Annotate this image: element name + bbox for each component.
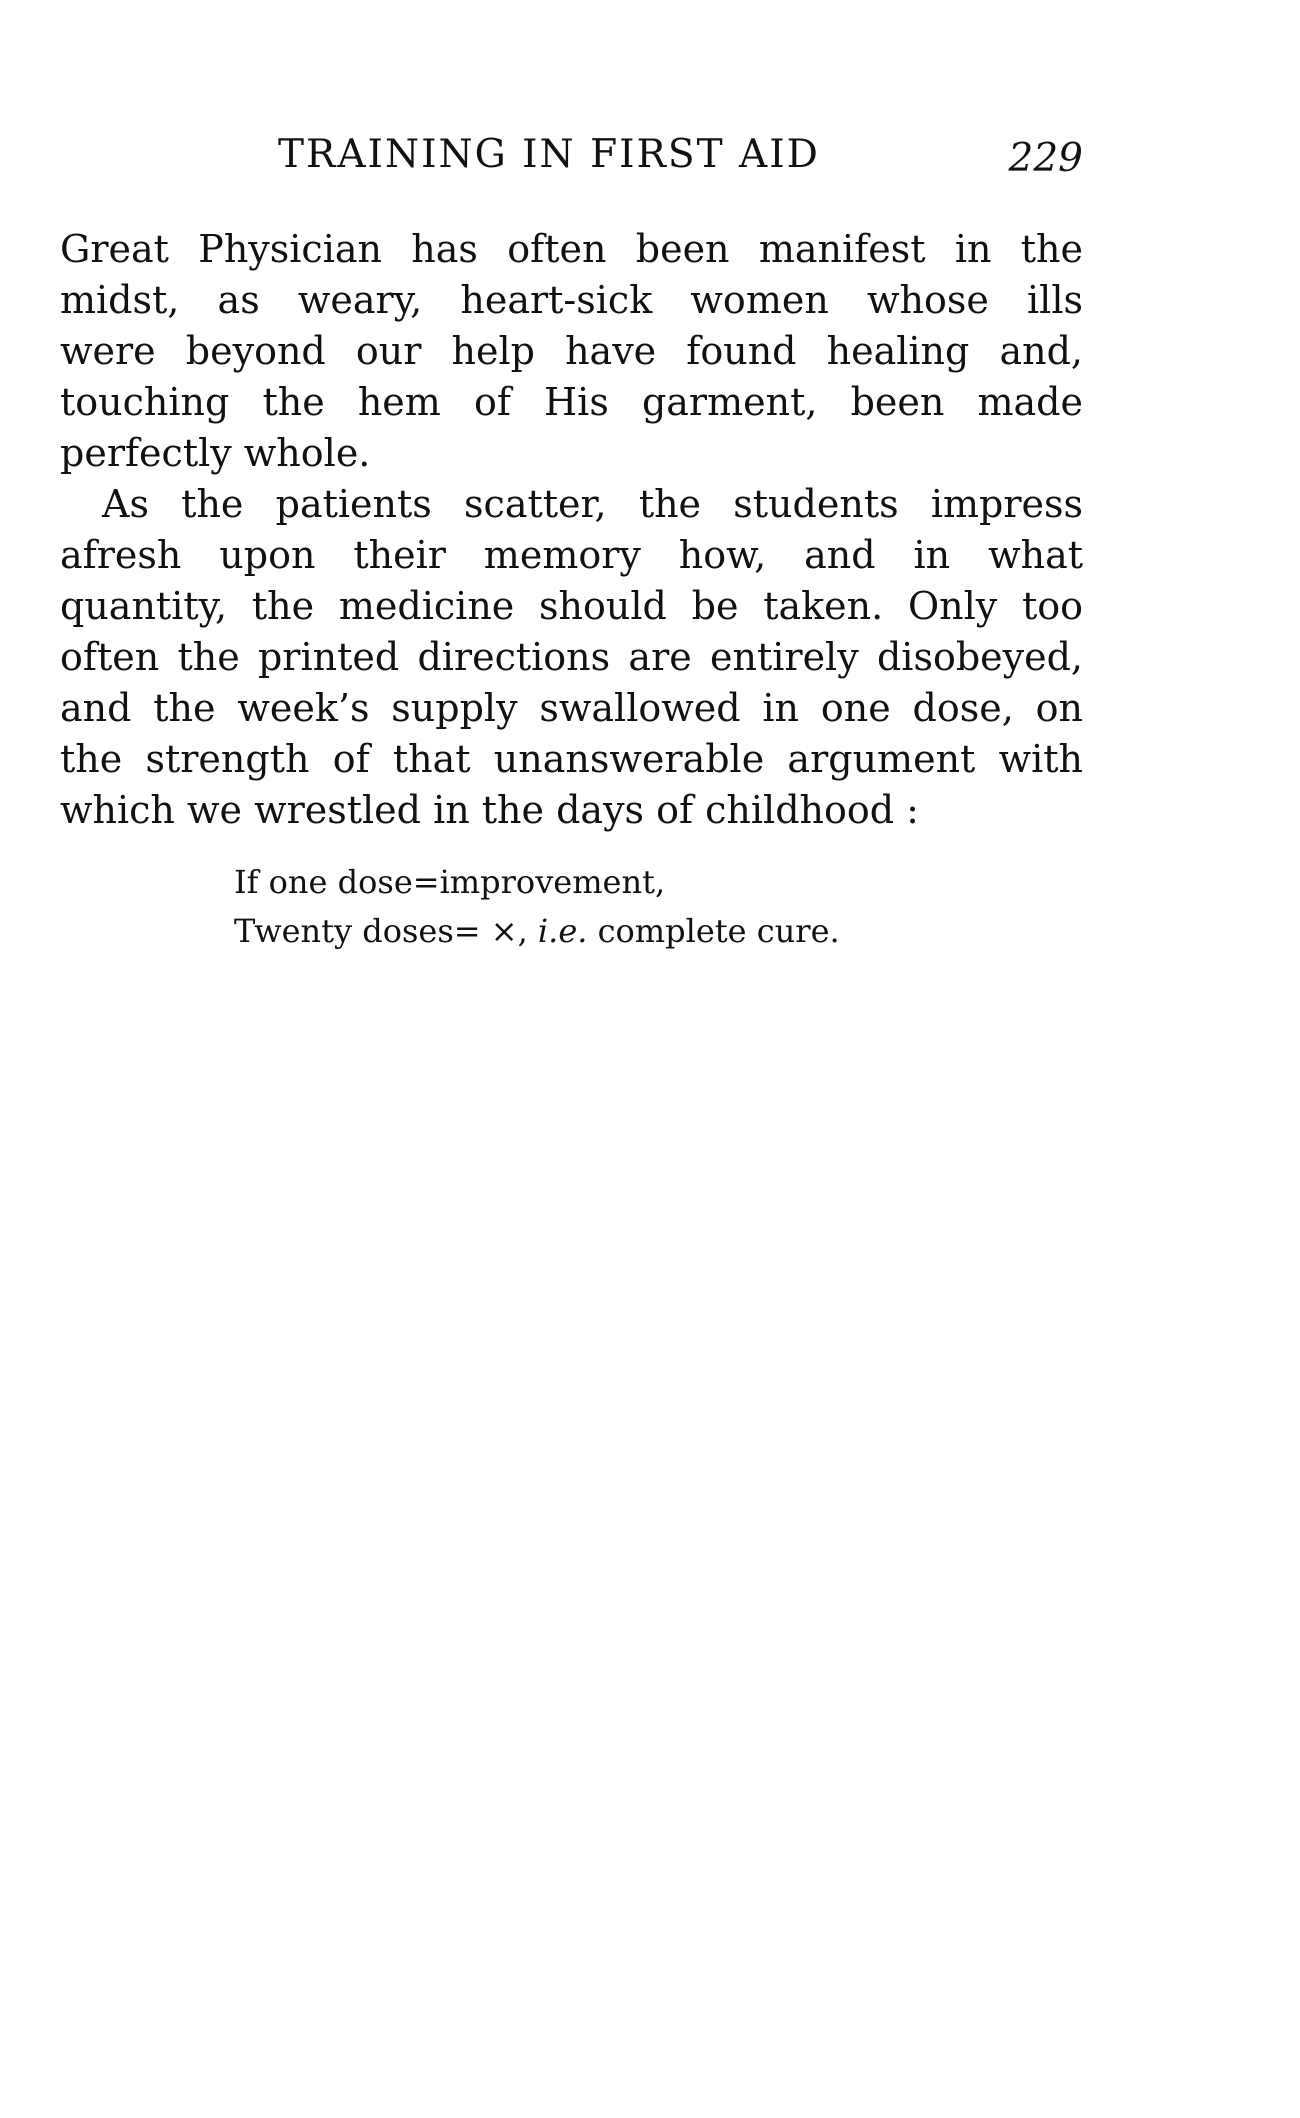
text-line: which we wrestled in the days of childhood : [60, 788, 919, 832]
text-line: midst, as weary, heart-sick women whose ills [60, 278, 1083, 322]
page-number: 229 [1008, 136, 1083, 181]
text-line: Great Physician has often been manifest in the [60, 227, 1083, 271]
text-line: were beyond our help have found healing and, [60, 329, 1083, 373]
body-text [60, 224, 1083, 836]
text-line: As the patients scatter, the students impress [102, 482, 1083, 526]
text-line: and the week’s supply swallowed in one dose, on [60, 686, 1083, 730]
text-line: perfectly whole. [60, 431, 371, 475]
paragraph [60, 479, 1083, 836]
paragraph [60, 224, 1083, 479]
text-line: touching the hem of His garment, been made [60, 380, 1083, 424]
verse-text: Twenty doses= ×, [234, 912, 538, 950]
text-line: often the printed directions are entirely disobeyed, [60, 635, 1083, 679]
page-header [60, 132, 1083, 182]
text-line: the strength of that unanswerable argument with [60, 737, 1083, 781]
running-head: TRAINING IN FIRST AID [278, 132, 820, 177]
text-line: afresh upon their memory how, and in what [60, 533, 1083, 577]
text-line: quantity, the medicine should be taken. Only too [60, 584, 1083, 628]
verse-block [234, 858, 840, 956]
verse-italic: i.e. [537, 912, 588, 950]
verse-text: complete cure. [587, 912, 840, 950]
verse-line [234, 907, 840, 956]
verse-line: If one dose=improvement, [234, 863, 666, 901]
